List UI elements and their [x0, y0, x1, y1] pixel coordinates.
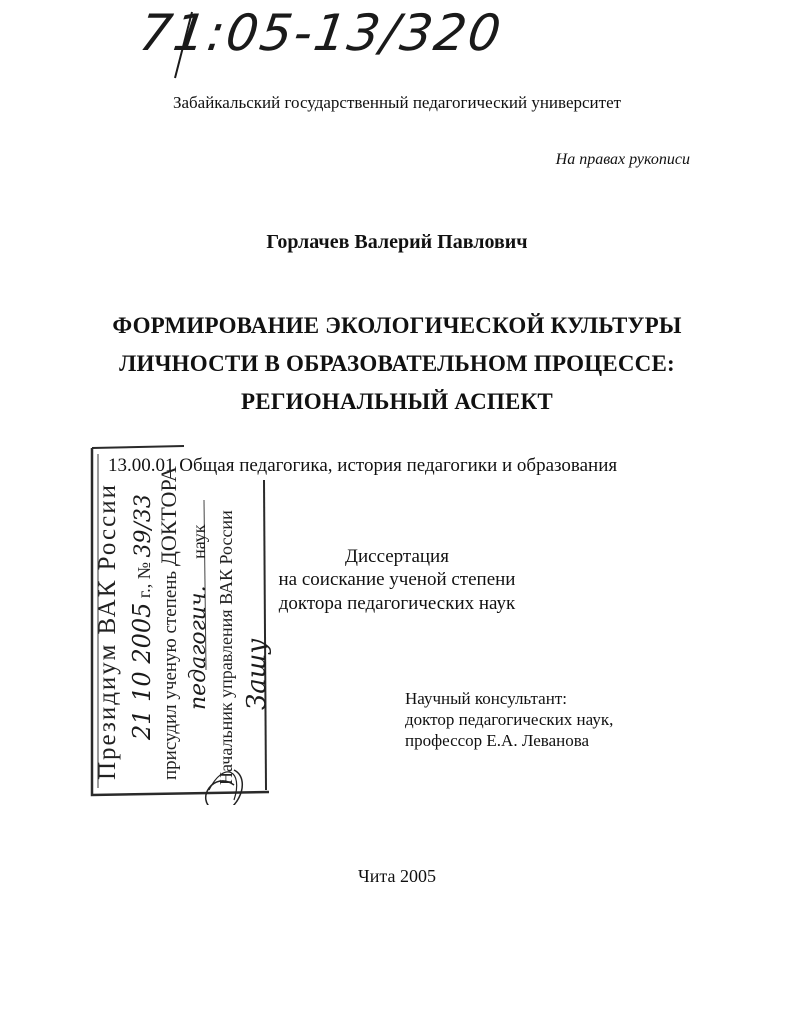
stamp-signature: Зашу: [242, 638, 272, 710]
title-line-1: ФОРМИРОВАНИЕ ЭКОЛОГИЧЕСКОЙ КУЛЬТУРЫ: [112, 313, 682, 338]
stamp-degree-level: ДОКТОРА: [156, 466, 181, 567]
dissertation-degree-type: доктора педагогических наук: [278, 593, 516, 614]
consultant-name: профессор Е.А. Леванова: [405, 731, 590, 750]
stamp-hand-field: педагогич.: [186, 585, 211, 710]
vak-approval-stamp: [84, 440, 284, 805]
stamp-printed-number-label: г., №: [134, 562, 154, 599]
stamp-line-date: [128, 494, 156, 740]
dissertation-degree-line: на соискание ученой степени: [278, 569, 516, 590]
manuscript-rights-note: На правах рукописи: [555, 151, 690, 168]
author-name: Горлачев Валерий Павлович: [266, 231, 528, 253]
title-line-3: РЕГИОНАЛЬНЫЙ АСПЕКТ: [241, 389, 553, 414]
stamp-line-degree: [156, 466, 182, 780]
city-year: Чита 2005: [358, 866, 436, 886]
specialty-code: 13.00.01 Общая педагогика, история педагогики и образования: [108, 455, 618, 476]
handwritten-catalog-number: 71:05-13/320: [135, 4, 507, 62]
university-name: Забайкальский государственный педагогический университет: [172, 93, 622, 112]
stamp-hand-number: 39/33: [131, 494, 156, 558]
consultant-label: Научный консультант:: [405, 689, 567, 708]
stamp-sciences-label: наук: [189, 524, 209, 559]
title-line-2: ЛИЧНОСТИ В ОБРАЗОВАТЕЛЬНОМ ПРОЦЕССЕ:: [119, 351, 675, 376]
dissertation-label: Диссертация: [345, 546, 449, 567]
stamp-hand-date: 21 10 2005: [128, 602, 156, 740]
stamp-line-presidium: Президиум ВАК России: [94, 483, 121, 780]
consultant-degree: доктор педагогических наук,: [405, 710, 614, 729]
stamp-line-head: Начальник управления ВАК России: [216, 510, 236, 785]
stamp-awarded-text: присудил ученую степень: [160, 570, 181, 780]
stamp-line-field: [186, 524, 211, 710]
